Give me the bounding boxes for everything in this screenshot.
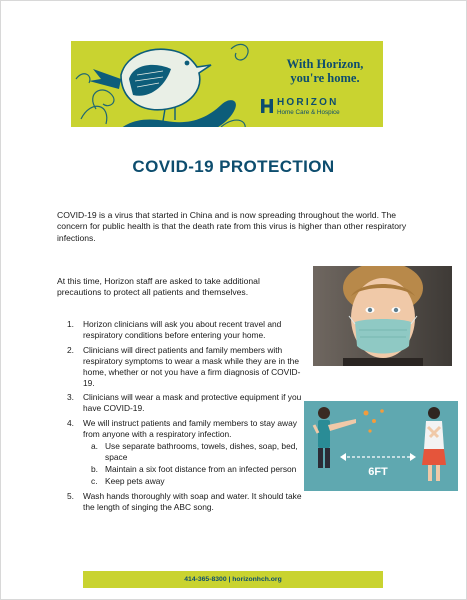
- tagline-line-1: With Horizon,: [286, 57, 364, 71]
- list-item: 4. We will instruct patients and family members to stay away from anyone with a respiratory infection. a. Use separate bathrooms, towels, dishes, soap, bed, space b. Maintain a six foot distance from an infected person c. Keep pets away: [67, 418, 307, 486]
- sub-list-item: b. Maintain a six foot distance from an infected person: [91, 463, 297, 474]
- sub-list: [91, 441, 307, 487]
- bird-on-hand-illustration: [71, 41, 261, 127]
- lead-paragraph: At this time, Horizon staff are asked to take additional precautions to protect all patients and themselves.: [57, 276, 260, 298]
- list-item: 3. Clinicians will wear a mask and protective equipment if you have COVID-19.: [67, 392, 302, 414]
- h-mark-icon: [261, 99, 273, 113]
- list-item: 1. Horizon clinicians will ask you about recent travel and respiratory conditions before entering your home.: [67, 319, 282, 340]
- logo-name: HORIZON: [277, 97, 339, 108]
- tagline-line-2: you're home.: [290, 71, 360, 85]
- horizon-logo: [261, 97, 381, 119]
- page-title: COVID-19 PROTECTION: [132, 157, 335, 176]
- header-banner: [71, 41, 383, 127]
- footer-contact: 414-365-8300 | horizonhch.org: [83, 571, 383, 588]
- distance-label: 6FT: [368, 466, 388, 478]
- social-distance-graphic: [304, 401, 458, 491]
- sub-list-item: c. Keep pets away: [91, 475, 165, 486]
- list-item: 2. Clinicians will direct patients and family members with respiratory symptoms to wear a mask while they are in the home, whether or not you have a firm diagnosis of COVID-19.: [67, 344, 301, 388]
- sub-list-item: a. Use separate bathrooms, towels, dishes, soap, bed, space: [91, 441, 298, 462]
- list-item: 5. Wash hands thoroughly with soap and water. It should take the length of singing the ABC song.: [67, 490, 302, 512]
- logo-subtitle: Home Care & Hospice: [277, 109, 340, 116]
- precautions-list: [67, 319, 307, 517]
- tagline: [270, 57, 380, 85]
- child-mask-photo: [313, 266, 452, 366]
- intro-paragraph: COVID-19 is a virus that started in China and is now spreading throughout the world. The concern for public health is that the death rate from this virus is higher than other respiratory infections.: [57, 210, 407, 243]
